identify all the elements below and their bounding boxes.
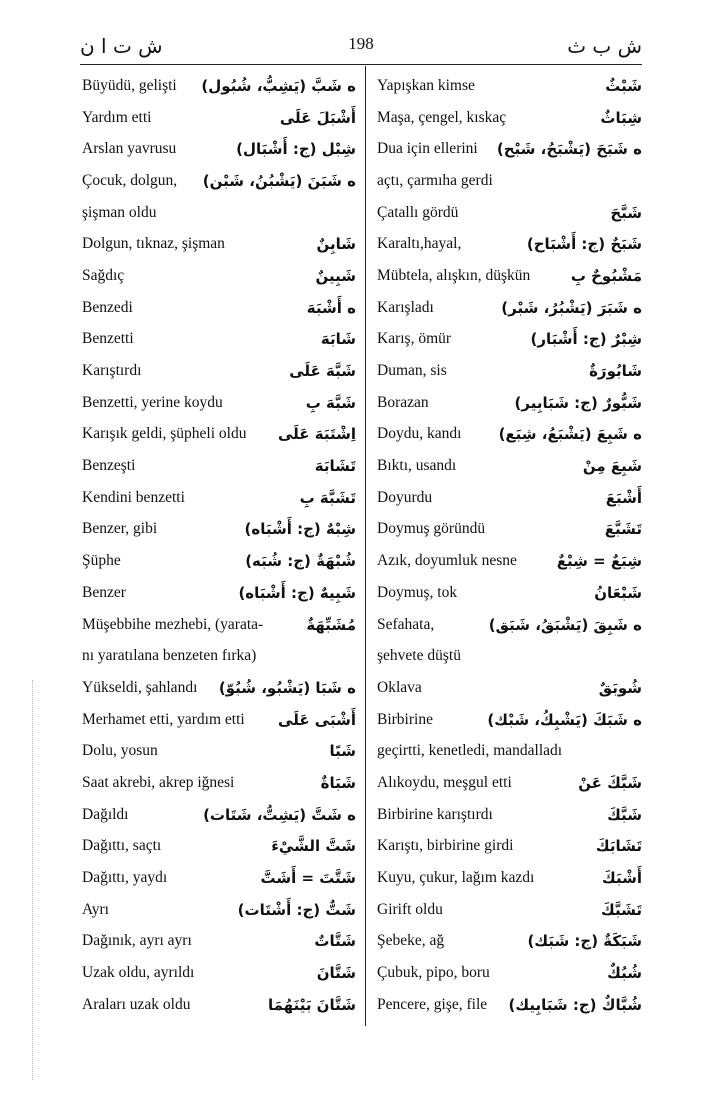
arabic-headword: تَشَبَّكَ bbox=[601, 900, 642, 919]
arabic-headword: ه شَبَا (يَشْبُو، شُبُوّ) bbox=[218, 678, 356, 697]
dictionary-entry bbox=[82, 355, 356, 387]
turkish-definition: nı yaratılana benzeten fırka) bbox=[82, 647, 257, 665]
turkish-definition: Dağıttı, yaydı bbox=[82, 869, 168, 887]
turkish-definition: geçirtti, kenetledi, mandalladı bbox=[377, 742, 563, 760]
turkish-definition: Yardım etti bbox=[82, 108, 152, 126]
turkish-definition: Benzetti, yerine koydu bbox=[82, 393, 223, 411]
dictionary-entry bbox=[82, 450, 356, 482]
turkish-definition: Benzetti bbox=[82, 330, 134, 348]
turkish-definition: Dağıldı bbox=[82, 805, 129, 823]
header-right-letters: ش ب ث bbox=[567, 34, 642, 58]
dictionary-entry bbox=[377, 260, 642, 292]
turkish-definition: Dua için ellerini bbox=[377, 140, 478, 158]
arabic-headword: شُوبَقٌ bbox=[598, 678, 642, 697]
arabic-headword: ه أَشْبَهَ bbox=[306, 298, 356, 317]
arabic-headword: شَبَحٌ (ج: أَشْبَاح) bbox=[526, 235, 642, 254]
turkish-definition: Dağınık, ayrı ayrı bbox=[82, 932, 192, 950]
dictionary-entry bbox=[82, 957, 356, 989]
header-rule bbox=[80, 64, 642, 65]
arabic-headword: شَبَّهَ عَلَى bbox=[289, 362, 356, 381]
turkish-definition: Birbirine karıştırdı bbox=[377, 805, 493, 823]
arabic-headword: تَشَابَهَ bbox=[314, 457, 356, 476]
dictionary-entry bbox=[377, 704, 642, 736]
turkish-definition: Maşa, çengel, kıskaç bbox=[377, 108, 507, 126]
dictionary-entry bbox=[82, 735, 356, 767]
turkish-definition: Araları uzak oldu bbox=[82, 995, 191, 1013]
turkish-definition: Mübtela, alışkın, düşkün bbox=[377, 266, 531, 284]
arabic-headword: شَابَهَ bbox=[320, 330, 356, 349]
turkish-definition: açtı, çarmıha gerdi bbox=[377, 171, 493, 189]
arabic-headword: شَتَّتَ = أَشَتَّ bbox=[260, 869, 356, 888]
dictionary-entry bbox=[377, 577, 642, 609]
arabic-headword: شَتَّ الشَّيْءَ bbox=[271, 837, 356, 856]
turkish-definition: Dolu, yosun bbox=[82, 742, 158, 760]
turkish-definition: Duman, sis bbox=[377, 362, 447, 380]
arabic-headword: شَبًا bbox=[329, 742, 356, 761]
dictionary-entry bbox=[82, 799, 356, 831]
dictionary-entry bbox=[377, 957, 642, 989]
arabic-headword: ه شَبَكَ (يَشْبِكُ، شَبْك) bbox=[487, 710, 642, 729]
dictionary-entry bbox=[377, 989, 642, 1021]
right-column bbox=[377, 70, 642, 1021]
turkish-definition: Pencere, gişe, file bbox=[377, 995, 488, 1013]
turkish-definition: Karışık geldi, şüpheli oldu bbox=[82, 425, 247, 443]
turkish-definition: Sağdıç bbox=[82, 266, 125, 284]
dictionary-entry bbox=[82, 102, 356, 134]
arabic-headword: تَشَبَّعَ bbox=[604, 520, 642, 539]
dictionary-entry bbox=[82, 70, 356, 102]
dictionary-entry bbox=[377, 387, 642, 419]
arabic-headword: ه شَبِقَ (يَشْبَقُ، شَبَق) bbox=[488, 615, 642, 634]
turkish-definition: Merhamet etti, yardım etti bbox=[82, 710, 245, 728]
turkish-definition: Dolgun, tıknaz, şişman bbox=[82, 235, 225, 253]
arabic-headword: شَتٌّ (ج: أَشْتَات) bbox=[237, 900, 356, 919]
turkish-definition: Benzedi bbox=[82, 298, 133, 316]
turkish-definition: Büyüdü, gelişti bbox=[82, 76, 177, 94]
header-left-letters: ش ت ا ن bbox=[80, 34, 163, 58]
turkish-definition: Bıktı, usandı bbox=[377, 457, 457, 475]
arabic-headword: شُبْهَةٌ (ج: شُبَه) bbox=[245, 552, 356, 571]
arabic-headword: شُبَّاكٌ (ج: شَبَابِيك) bbox=[508, 995, 642, 1014]
dictionary-entry bbox=[377, 228, 642, 260]
turkish-definition: Çocuk, dolgun, bbox=[82, 171, 178, 189]
turkish-definition: Oklava bbox=[377, 678, 422, 696]
arabic-headword: ه شَبَّ (يَشِبُّ، شُبُول) bbox=[201, 76, 356, 95]
dictionary-entry bbox=[82, 482, 356, 514]
turkish-definition: Birbirine bbox=[377, 710, 433, 728]
arabic-headword: ه شَتَّ (يَشِتُّ، شَتَات) bbox=[203, 805, 356, 824]
dictionary-entry bbox=[377, 514, 642, 546]
dictionary-entry bbox=[82, 419, 356, 451]
turkish-definition: Benzer bbox=[82, 583, 126, 601]
dictionary-entry bbox=[377, 862, 642, 894]
turkish-definition: Müşebbihe mezhebi, (yarata- bbox=[82, 615, 264, 633]
arabic-headword: شَبَكَةٌ (ج: شَبَك) bbox=[527, 932, 642, 951]
dictionary-entry bbox=[377, 133, 642, 165]
dictionary-entry bbox=[82, 640, 356, 672]
turkish-definition: Uzak oldu, ayrıldı bbox=[82, 964, 195, 982]
arabic-headword: ه شَبِعَ (يَشْبَعُ، شِبَع) bbox=[498, 425, 642, 444]
arabic-headword: أَشْبَكَ bbox=[602, 869, 642, 888]
turkish-definition: Çubuk, pipo, boru bbox=[377, 964, 490, 982]
arabic-headword: شَبَّهَ بِ bbox=[305, 393, 356, 412]
arabic-headword: شَبِينٌ bbox=[315, 266, 356, 285]
dictionary-entry bbox=[377, 609, 642, 641]
arabic-headword: أَشْبَلَ عَلَى bbox=[279, 108, 356, 127]
dictionary-entry bbox=[82, 324, 356, 356]
turkish-definition: Doyurdu bbox=[377, 488, 433, 506]
dictionary-entry bbox=[82, 260, 356, 292]
turkish-definition: Doymuş göründü bbox=[377, 520, 486, 538]
turkish-definition: Benzer, gibi bbox=[82, 520, 158, 538]
dictionary-entry bbox=[377, 292, 642, 324]
arabic-headword: شَبْثٌ bbox=[605, 76, 642, 95]
turkish-definition: Şüphe bbox=[82, 552, 121, 570]
dictionary-entry bbox=[82, 831, 356, 863]
dictionary-entry bbox=[82, 577, 356, 609]
dictionary-entry bbox=[82, 862, 356, 894]
arabic-headword: ه شَبَنَ (يَشْبُنُ، شَبْن) bbox=[202, 171, 356, 190]
arabic-headword: شَبُّورٌ (ج: شَبَابِير) bbox=[514, 393, 642, 412]
turkish-definition: Azık, doyumluk nesne bbox=[377, 552, 517, 570]
arabic-headword: شَتَّانَ بَيْنَهُمَا bbox=[267, 995, 356, 1014]
turkish-definition: Çatallı gördü bbox=[377, 203, 459, 221]
arabic-headword: شَبِعَ مِنْ bbox=[582, 457, 642, 476]
dictionary-entry bbox=[82, 133, 356, 165]
turkish-definition: Kuyu, çukur, lağım kazdı bbox=[377, 869, 535, 887]
arabic-headword: شَتَّانَ bbox=[316, 964, 356, 983]
arabic-headword: ه شَبَحَ (يَشْبَحُ، شَبْح) bbox=[496, 140, 642, 159]
dictionary-entry bbox=[377, 799, 642, 831]
dictionary-entry bbox=[377, 894, 642, 926]
dictionary-entry bbox=[377, 450, 642, 482]
turkish-definition: Karış, ömür bbox=[377, 330, 452, 348]
dictionary-entry bbox=[377, 831, 642, 863]
dictionary-entry bbox=[82, 894, 356, 926]
arabic-headword: شَابِنٌ bbox=[316, 235, 356, 254]
turkish-definition: Alıkoydu, meşgul etti bbox=[377, 773, 512, 791]
dictionary-entry bbox=[82, 672, 356, 704]
turkish-definition: Arslan yavrusu bbox=[82, 140, 177, 158]
dictionary-entry bbox=[377, 767, 642, 799]
arabic-headword: ه شَبَرَ (يَشْبُرُ، شَبْر) bbox=[501, 298, 642, 317]
dictionary-entry bbox=[82, 292, 356, 324]
turkish-definition: Borazan bbox=[377, 393, 429, 411]
dictionary-entry bbox=[377, 419, 642, 451]
dictionary-entry bbox=[82, 514, 356, 546]
dictionary-entry bbox=[82, 609, 356, 641]
arabic-headword: شِبْل (ج: أَشْبَال) bbox=[236, 140, 356, 159]
dictionary-entry bbox=[82, 387, 356, 419]
arabic-headword: شَبَاةٌ bbox=[320, 773, 356, 792]
arabic-headword: شِبَاثٌ bbox=[600, 108, 642, 127]
turkish-definition: Kendini benzetti bbox=[82, 488, 185, 506]
turkish-definition: Saat akrebi, akrep iğnesi bbox=[82, 773, 235, 791]
arabic-headword: شِبَعٌ = شِبْعٌ bbox=[556, 552, 642, 571]
arabic-headword: تَشَبَّهَ بِ bbox=[299, 488, 356, 507]
arabic-headword: شَبَّكَ عَنْ bbox=[578, 773, 642, 792]
arabic-headword: شَبَّكَ bbox=[607, 805, 642, 824]
arabic-headword: شِبْهٌ (ج: أَشْبَاه) bbox=[244, 520, 356, 539]
turkish-definition: Ayrı bbox=[82, 900, 109, 918]
dictionary-entry bbox=[377, 545, 642, 577]
turkish-definition: şehvete düştü bbox=[377, 647, 461, 665]
arabic-headword: مُشَبِّهَةٌ bbox=[306, 615, 356, 634]
dictionary-entry bbox=[82, 767, 356, 799]
arabic-headword: شَتَّاتٌ bbox=[314, 932, 356, 951]
arabic-headword: أَشْبَعَ bbox=[605, 488, 642, 507]
column-divider bbox=[365, 66, 366, 1026]
arabic-headword: شَبْعَانُ bbox=[594, 583, 642, 602]
turkish-definition: Karışladı bbox=[377, 298, 434, 316]
arabic-headword: أَشْبَى عَلَى bbox=[278, 710, 356, 729]
arabic-headword: شِبْرٌ (ج: أَشْبَار) bbox=[530, 330, 642, 349]
arabic-headword: مَشْبُوحٌ بِ bbox=[570, 266, 642, 285]
dictionary-entry bbox=[377, 735, 642, 767]
arabic-headword: شَبِيهٌ (ج: أَشْبَاه) bbox=[238, 583, 356, 602]
dictionary-entry bbox=[377, 70, 642, 102]
dictionary-entry bbox=[377, 102, 642, 134]
turkish-definition: Karaltı,hayal, bbox=[377, 235, 462, 253]
arabic-headword: اِشْتَبَهَ عَلَى bbox=[277, 425, 356, 444]
left-column bbox=[82, 70, 356, 1021]
dictionary-entry bbox=[82, 704, 356, 736]
dictionary-entry bbox=[377, 672, 642, 704]
turkish-definition: Şebeke, ağ bbox=[377, 932, 445, 950]
arabic-headword: شَابُورَةٌ bbox=[589, 362, 642, 381]
arabic-headword: شُبُكٌ bbox=[607, 964, 642, 983]
turkish-definition: Benzeşti bbox=[82, 457, 136, 475]
margin-dots bbox=[32, 680, 37, 1080]
arabic-headword: تَشَابَكَ bbox=[595, 837, 642, 856]
turkish-definition: Sefahata, bbox=[377, 615, 435, 633]
dictionary-entry bbox=[377, 482, 642, 514]
dictionary-entry bbox=[377, 640, 642, 672]
turkish-definition: Karıştı, birbirine girdi bbox=[377, 837, 514, 855]
dictionary-entry bbox=[377, 324, 642, 356]
dictionary-entry bbox=[82, 197, 356, 229]
dictionary-entry bbox=[82, 545, 356, 577]
page-header bbox=[80, 28, 642, 58]
dictionary-entry bbox=[377, 165, 642, 197]
turkish-definition: şişman oldu bbox=[82, 203, 157, 221]
dictionary-entry bbox=[82, 926, 356, 958]
dictionary-entry bbox=[82, 989, 356, 1021]
page-number: 198 bbox=[348, 34, 374, 53]
dictionary-entry bbox=[377, 355, 642, 387]
turkish-definition: Doydu, kandı bbox=[377, 425, 462, 443]
dictionary-entry bbox=[377, 926, 642, 958]
turkish-definition: Dağıttı, saçtı bbox=[82, 837, 162, 855]
arabic-headword: شَبَّحَ bbox=[610, 203, 642, 222]
dictionary-entry bbox=[82, 228, 356, 260]
turkish-definition: Girift oldu bbox=[377, 900, 443, 918]
turkish-definition: Yükseldi, şahlandı bbox=[82, 678, 198, 696]
turkish-definition: Yapışkan kimse bbox=[377, 76, 475, 94]
dictionary-entry bbox=[82, 165, 356, 197]
turkish-definition: Doymuş, tok bbox=[377, 583, 458, 601]
turkish-definition: Karıştırdı bbox=[82, 362, 142, 380]
dictionary-entry bbox=[377, 197, 642, 229]
